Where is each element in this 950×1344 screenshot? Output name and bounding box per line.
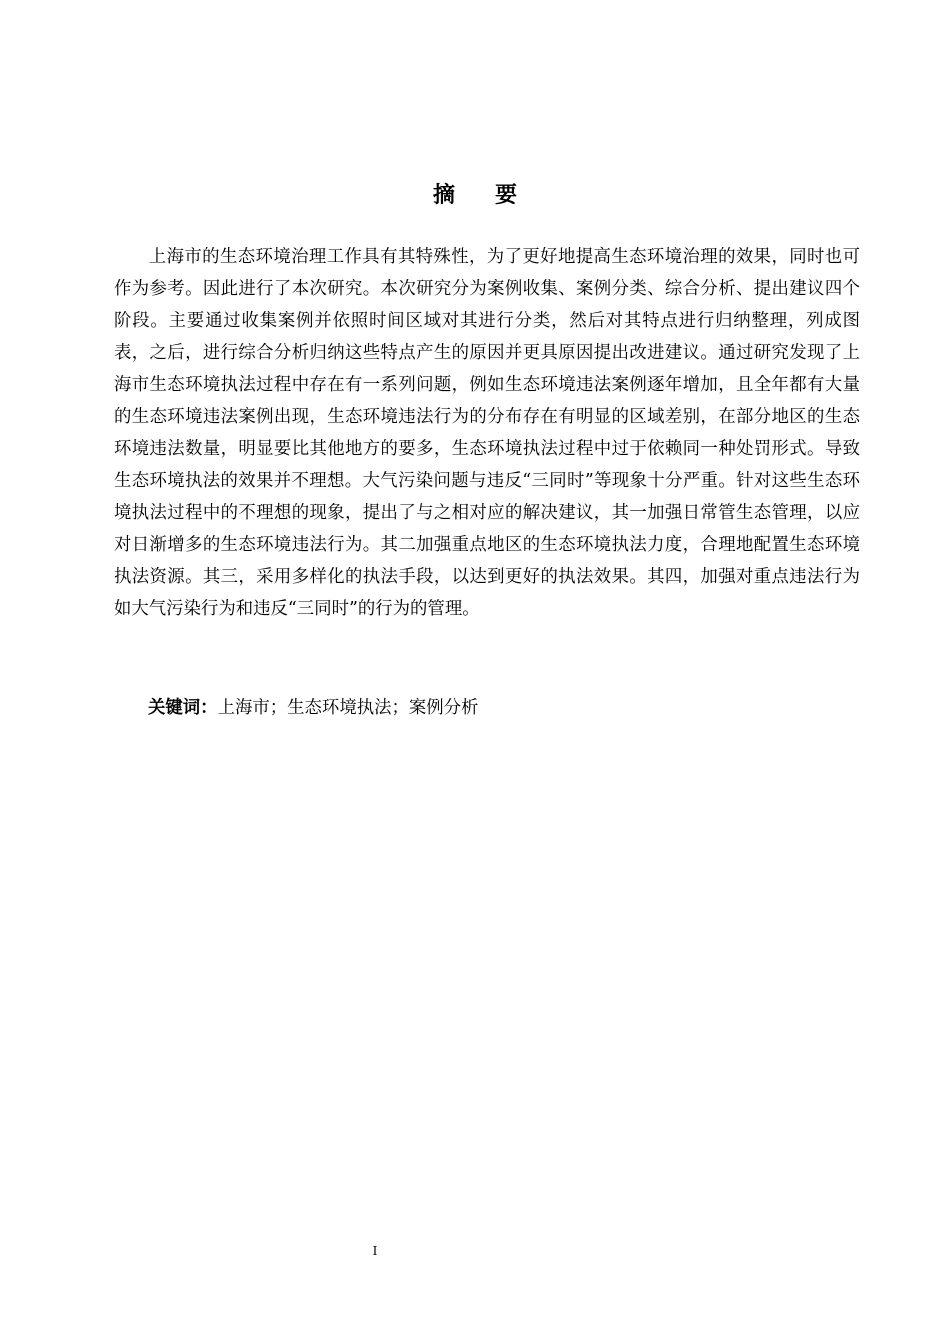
- keywords-label: 关键词：: [148, 698, 218, 718]
- abstract-title: 摘要: [432, 183, 557, 208]
- abstract-body: 上海市的生态环境治理工作具有其特殊性，为了更好地提高生态环境治理的效果，同时也可作为参考。因此进行了本次研究。本次研究分为案例收集、案例分类、综合分析、提出建议四个阶段。主要通过收集案例并依照时间区域对其进行分类，然后对其特点进行归纳整理，列成图表，之后，进行综合分析归纳这些特点产生的原因并更具原因提出改进建议。通过研究发现了上海市生态环境执法过程中存在有一系列问题，例如生态环境违法案例逐年增加，且全年都有大量的生态环境违法案例出现，生态环境违法行为的分布存在有明显的区域差别，在部分地区的生态环境违法数量，明显要比其他地方的要多，生态环境执法过程中过于依赖同一种处罚形式。导致生态环境执法的效果并不理想。大气污染问题与违反“三同时”等现象十分严重。针对这些生态环境执法过程中的不理想的现象，提出了与之相对应的解决建议，其一加强日常管生态管理，以应对日渐增多的生态环境违法行为。其二加强重点地区的生态环境执法力度，合理地配置生态环境执法资源。其三，采用多样化的执法手段，以达到更好的执法效果。其四，加强对重点违法行为如大气污染行为和违反“三同时”的行为的管理。: [114, 247, 860, 619]
- page-number: I: [372, 1244, 378, 1258]
- keywords-line: [148, 692, 848, 724]
- keywords-value: 上海市；生态环境执法；案例分析: [217, 698, 479, 718]
